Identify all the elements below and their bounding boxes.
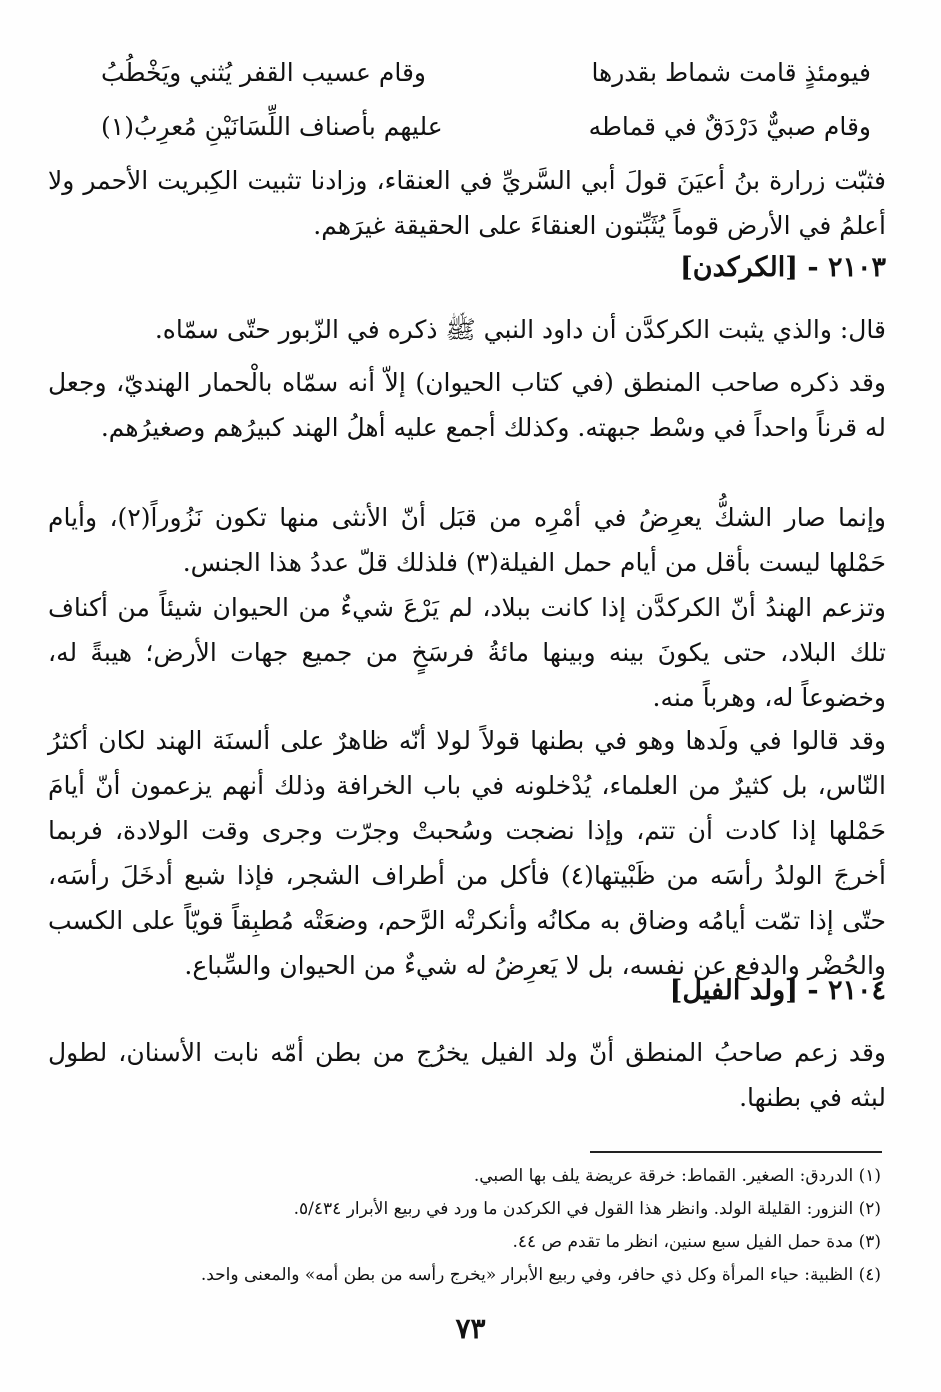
paragraph-sahib-almantiq: وقد ذكره صاحب المنطق (في كتاب الحيوان) إلاّ أنه سمّاه بالْحمار الهنديّ، وجعل له قرناً واحداً في وسْط جبهته. وكذلك أجمع عليه أهلُ الهند كبيرُهم وصغيرُهم.: [48, 368, 886, 442]
paragraph-india-claim: وتزعم الهندُ أنّ الكركدَّن إذا كانت ببلاد، لم يَرْعَ شيءٌ من الحيوان شيئاً من أكناف تلك البلاد، حتى يكونَ بينه وبينها مائةُ فرسَخٍ من جميع جهات الأرض؛ هيبةً له، وخضوعاً له، وهرباً منه.: [48, 593, 886, 712]
paragraph-anqa: فثبّت زرارة بنُ أعيَنَ قولَ أبي السَّريِّ في العنقاء، وزادنا تثبيت الكِبريت الأحمر ولا أعلمُ في الأرض قوماً يُثَبِّتون العنقاءَ على الحقيقة غيرَهم.: [48, 166, 886, 240]
verse-hemistich-second: عليهم بأصناف اللِّسَانَيْنِ مُعرِبُ(١): [101, 112, 443, 141]
footnote-2: (٢) النزور: القليلة الولد. وانظر هذا القول في الكركدن ما ورد في ربيع الأبرار ٥/٤٣٤.: [293, 1199, 881, 1219]
paragraph-elephant-calf: وقد زعم صاحبُ المنطق أنّ ولد الفيل يخرُج من بطن أمّه نابت الأسنان، لطول لبثه في بطنها.: [48, 1038, 886, 1112]
poem-verse-1: [101, 58, 871, 87]
footnote-divider: [590, 1151, 882, 1153]
section-heading-2104: ٢١٠٤ - [ولد الفيل]: [669, 975, 886, 1006]
paragraph-offspring: وقد قالوا في ولَدها وهو في بطنها قولاً لولا أنّه ظاهرٌ على ألسنَة الهند لكان أكثرُ النّاس، بل كثيرٌ من العلماء، يُدْخلونه في باب الخرافة وذلك أنهم يزعمون أنّ أيامَ حَمْلها إذا كادت أن تتم، وإذا نضجت وسُحبتْ وجرّت وجرى وقت الولادة، فربما أخرجَ الولدُ رأسَه من ظَبْيتها(٤) فأكل من أطراف الشجر، فإذا شبع أدخَلَ رأسَه، حتّى إذا تمّت أيامُه وضاق به مكانُه وأنكرتْه الرَّحم، وضعَتْه مُطبِقاً قويّاً على الكسب والحُضْر والدفع عن نفسه، بل لا يَعرِضُ له شيءٌ من الحيوان والسِّباع.: [48, 726, 886, 980]
paragraph-dawud: قال: والذي يثبت الكركدَّن أن داود النبي ﷺ ذكره في الزّبور حتّى سمّاه.: [154, 315, 886, 344]
footnote-3: (٣) مدة حمل الفيل سبع سنين، انظر ما تقدم ص ٤٤.: [512, 1232, 881, 1252]
section-heading-2103: ٢١٠٣ - [الكركدن]: [680, 252, 886, 283]
verse-hemistich-first: فيومئذٍ قامت شماط بقدرها: [591, 58, 871, 87]
poem-verse-2: [101, 112, 871, 141]
paragraph-doubt: وإنما صار الشكُّ يعرِضُ في أمْرِه من قبَل أنّ الأنثى منها تكون نَزُوراً(٢)، وأيام حَمْلها ليست بأقل من أيام حمل الفيلة(٣) فلذلك قلّ عددُ هذا الجنس.: [48, 503, 886, 577]
footnote-1: (١) الدردق: الصغير. القماط: خرقة عريضة يلف بها الصبي.: [473, 1166, 881, 1186]
verse-hemistich-first: وقام صبيٌّ دَرْدَقٌ في قماطه: [588, 112, 871, 141]
verse-hemistich-second: وقام عسيب القفر يُثني ويَخْطُبُ: [101, 58, 426, 87]
footnote-4: (٤) الظبية: حياء المرأة وكل ذي حافر، وفي ربيع الأبرار «يخرج رأسه من بطن أمه» والمعنى واحد.: [200, 1265, 881, 1285]
page-number: ٧٣: [455, 1312, 486, 1345]
